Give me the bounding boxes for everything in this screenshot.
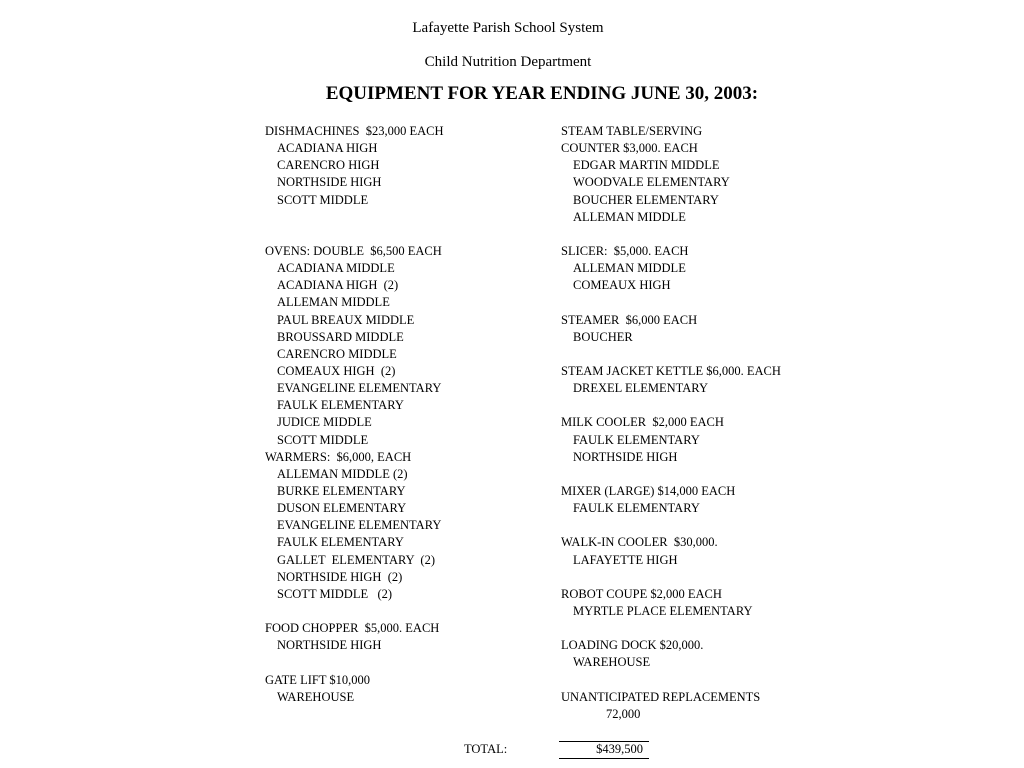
equipment-group-dishmachines (265, 123, 443, 209)
department-name: Child Nutrition Department (424, 54, 592, 70)
equipment-group-milk-cooler (561, 414, 781, 465)
group-heading: STEAMER $6,000 EACH (561, 312, 698, 327)
group-heading: STEAM TABLE/SERVING (561, 124, 703, 138)
equipment-group-slicer (561, 243, 781, 294)
school-item: EDGAR MARTIN MIDDLE (573, 158, 720, 173)
school-item: CARENCRO HIGH (277, 158, 380, 173)
spacer (561, 346, 781, 363)
group-heading: WARMERS: $6,000, EACH (265, 449, 412, 464)
group-heading-continued: COUNTER $3,000. EACH (561, 141, 698, 156)
school-item: CARENCRO MIDDLE (277, 346, 397, 361)
group-heading: MIXER (LARGE) $14,000 EACH (561, 483, 736, 498)
school-item: SCOTT MIDDLE (277, 432, 369, 447)
school-item: MYRTLE PLACE ELEMENTARY (573, 603, 753, 618)
school-item: PAUL BREAUX MIDDLE (277, 312, 415, 327)
equipment-group-ovens (265, 243, 443, 449)
equipment-group-steamer (561, 312, 781, 346)
school-item: SCOTT MIDDLE (2) (277, 586, 393, 601)
school-item: DUSON ELEMENTARY (277, 501, 407, 516)
school-item: EVANGELINE ELEMENTARY (277, 381, 442, 396)
school-item: BOUCHER ELEMENTARY (573, 192, 719, 207)
equipment-group-warmers (265, 449, 443, 603)
left-column (265, 123, 443, 706)
school-item: LAFAYETTE HIGH (573, 552, 678, 567)
equipment-group-steam-table (561, 123, 781, 226)
school-item: COMEAUX HIGH (573, 278, 671, 293)
school-item: FAULK ELEMENTARY (573, 501, 700, 516)
spacer (265, 603, 443, 620)
school-item: SCOTT MIDDLE (277, 192, 369, 207)
spacer (561, 397, 781, 414)
total-value: $439,500 (596, 742, 643, 756)
spacer (561, 517, 781, 534)
school-item: ALLEMAN MIDDLE (573, 209, 686, 224)
group-heading: STEAM JACKET KETTLE $6,000. EACH (561, 363, 781, 378)
school-item: COMEAUX HIGH (2) (277, 363, 396, 378)
school-item: ALLEMAN MIDDLE (573, 261, 686, 276)
group-heading: OVENS: DOUBLE $6,500 EACH (265, 243, 442, 258)
school-item: NORTHSIDE HIGH (2) (277, 569, 403, 584)
school-item: EVANGELINE ELEMENTARY (277, 518, 442, 533)
school-item: BROUSSARD MIDDLE (277, 329, 404, 344)
school-item: FAULK ELEMENTARY (277, 535, 404, 550)
school-item: WAREHOUSE (277, 689, 355, 704)
replacement-amount: 72,000 (606, 706, 641, 721)
school-item: NORTHSIDE HIGH (573, 449, 678, 464)
school-item: FAULK ELEMENTARY (573, 432, 700, 447)
total-underline (559, 758, 649, 759)
school-item: NORTHSIDE HIGH (277, 638, 382, 653)
group-heading: FOOD CHOPPER $5,000. EACH (265, 621, 440, 636)
group-heading: ROBOT COUPE $2,000 EACH (561, 586, 722, 601)
spacer (265, 226, 443, 243)
spacer (265, 209, 443, 226)
school-item: WAREHOUSE (573, 655, 651, 670)
school-item: NORTHSIDE HIGH (277, 175, 382, 190)
group-heading: LOADING DOCK $20,000. (561, 638, 704, 653)
group-heading: SLICER: $5,000. EACH (561, 243, 689, 258)
group-heading: GATE LIFT $10,000 (265, 672, 370, 687)
spacer (561, 226, 781, 243)
spacer (561, 620, 781, 637)
school-item: FAULK ELEMENTARY (277, 398, 404, 413)
school-item: ACADIANA HIGH (277, 141, 378, 156)
equipment-group-steam-jacket-kettle (561, 363, 781, 397)
spacer (561, 672, 781, 689)
school-item: ALLEMAN MIDDLE (2) (277, 466, 408, 481)
equipment-group-gate-lift (265, 672, 443, 706)
equipment-group-mixer (561, 483, 781, 517)
group-heading: MILK COOLER $2,000 EACH (561, 415, 724, 430)
right-column (561, 123, 781, 723)
spacer (561, 569, 781, 586)
equipment-group-unanticipated (561, 689, 781, 723)
school-item: WOODVALE ELEMENTARY (573, 175, 730, 190)
equipment-group-walk-in-cooler (561, 534, 781, 568)
school-item: ACADIANA HIGH (2) (277, 278, 399, 293)
equipment-group-food-chopper (265, 620, 443, 654)
spacer (265, 654, 443, 671)
school-item: DREXEL ELEMENTARY (573, 381, 708, 396)
page-title: EQUIPMENT FOR YEAR ENDING JUNE 30, 2003: (325, 83, 759, 104)
school-item: JUDICE MIDDLE (277, 415, 372, 430)
group-heading: DISHMACHINES $23,000 EACH (265, 124, 444, 138)
school-item: ACADIANA MIDDLE (277, 261, 395, 276)
total-label: TOTAL: (464, 742, 508, 756)
spacer (561, 294, 781, 311)
spacer (561, 466, 781, 483)
equipment-group-loading-dock (561, 637, 781, 671)
school-item: GALLET ELEMENTARY (2) (277, 552, 436, 567)
equipment-group-robot-coupe (561, 586, 781, 620)
school-item: BURKE ELEMENTARY (277, 483, 406, 498)
group-heading: WALK-IN COOLER $30,000. (561, 535, 718, 550)
group-heading: UNANTICIPATED REPLACEMENTS (561, 689, 761, 704)
org-name: Lafayette Parish School System (412, 20, 604, 36)
school-item: ALLEMAN MIDDLE (277, 295, 390, 310)
school-item: BOUCHER (573, 329, 633, 344)
